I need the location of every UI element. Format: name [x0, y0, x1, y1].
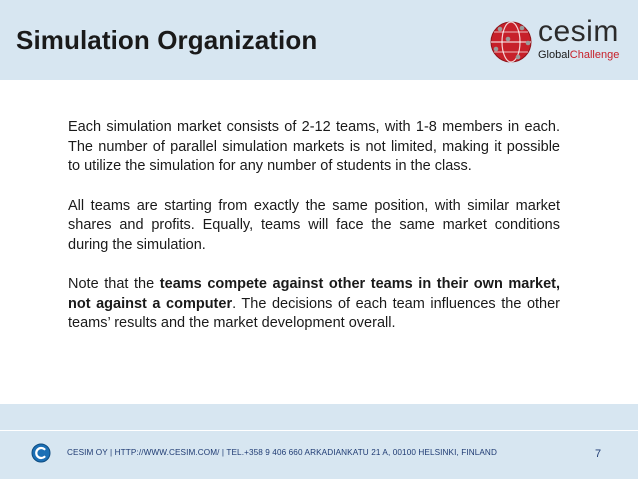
- cesim-logo: [488, 15, 628, 65]
- paragraph-starting-position: All teams are starting from exactly the same position, with similar market shares and profits. Equally, teams will face the same market conditions during the simulation.: [68, 197, 560, 253]
- footer-band: [0, 404, 638, 479]
- paragraph-competition: [68, 275, 560, 334]
- logo-tagline: [538, 49, 619, 61]
- cesim-c-icon: [31, 443, 51, 463]
- footer-contact-text: CESIM OY | HTTP://WWW.CESIM.COM/ | TEL.+358 9 406 660 ARKADIANKATU 21 A, 00100 HELSINKI, FINLAND: [67, 448, 497, 457]
- paragraph-teams: Each simulation market consists of 2-12 teams, with 1-8 members in each. The number of parallel simulation markets is not limited, making it possible to utilize the simulation for any number of students in the class.: [68, 119, 560, 174]
- paragraph-competition-lead: Note that the: [68, 276, 160, 292]
- logo-tag-challenge: Challenge: [569, 49, 620, 61]
- logo-wordmark: cesim: [538, 15, 619, 48]
- globe-icon: [488, 19, 534, 65]
- footer-divider: [0, 430, 638, 431]
- slide-body: [68, 118, 560, 354]
- slide-title: Simulation Organization: [16, 25, 318, 55]
- page-number: 7: [595, 448, 602, 460]
- logo-tag-global: Global: [538, 49, 570, 61]
- paragraph-competition-bold: teams compete against other teams in their own market, not against a computer: [68, 276, 560, 312]
- paragraph-competition-tail: . The decisions of each team influences the other teams’ results and the market development overall.: [68, 295, 560, 331]
